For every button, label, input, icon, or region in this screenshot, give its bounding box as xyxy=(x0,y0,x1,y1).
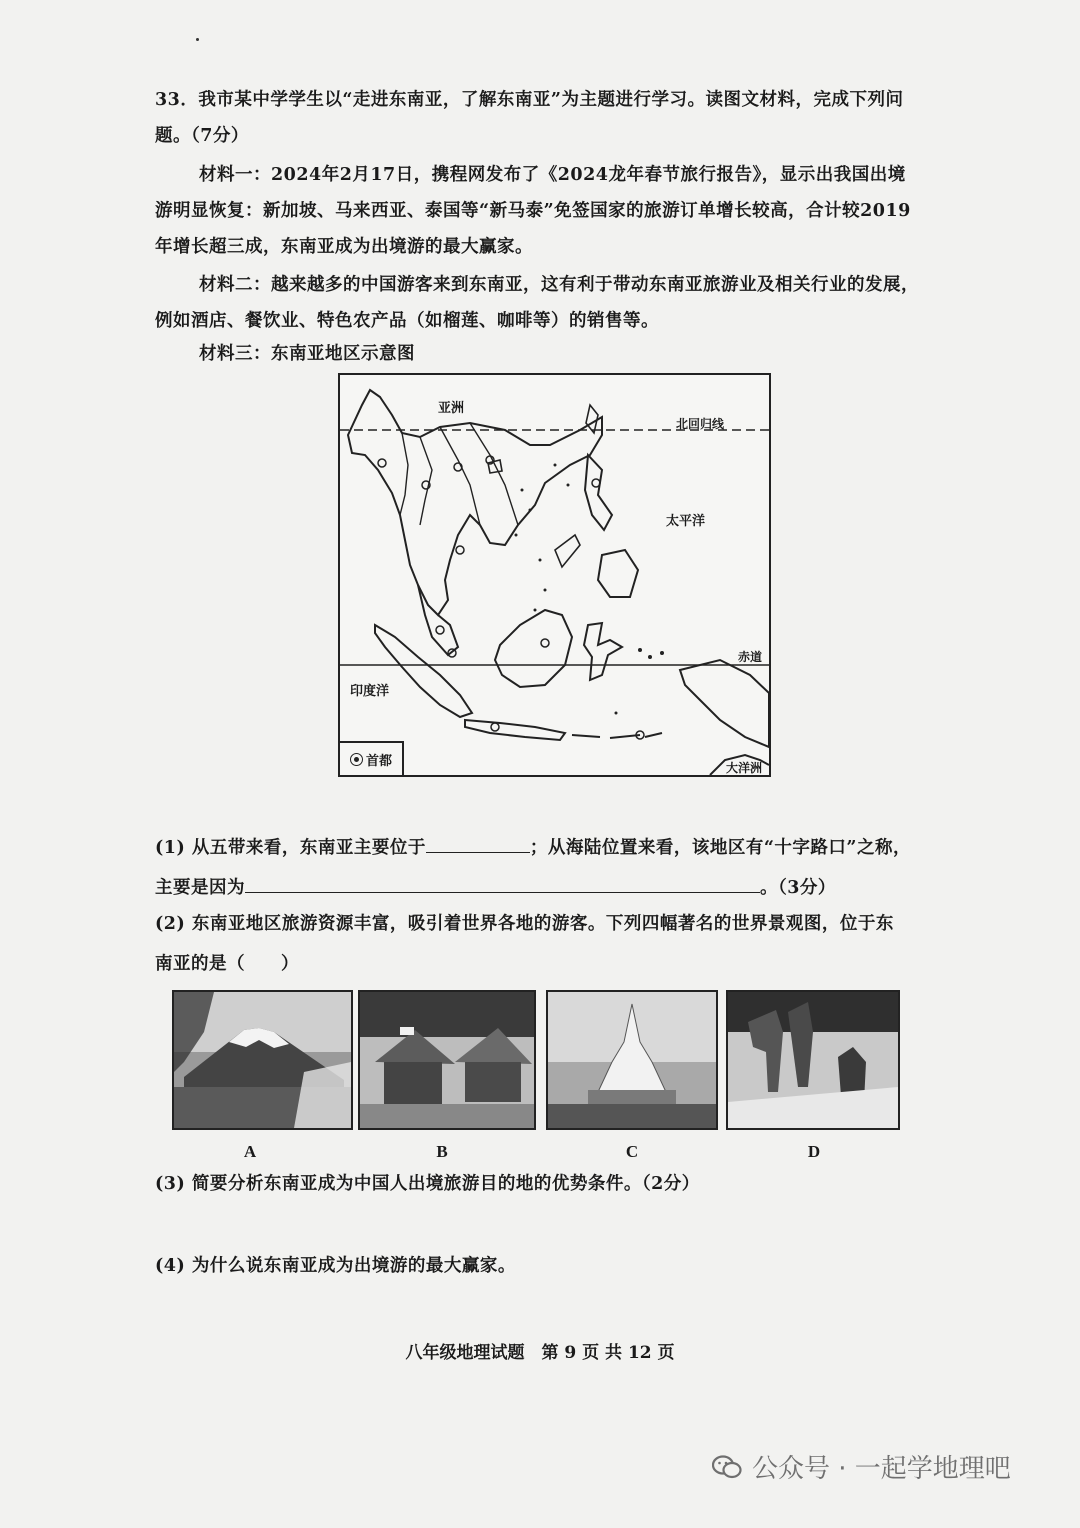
option-label-d: D xyxy=(807,1142,821,1161)
photo-option-d-camels[interactable] xyxy=(726,990,900,1130)
q3-text: (3) 简要分析东南亚成为中国人出境旅游目的地的优势条件。（2分） xyxy=(155,1174,700,1194)
photo-option-b-huts[interactable] xyxy=(358,990,536,1130)
question-stem xyxy=(155,82,935,154)
question-stem-line1: 33．我市某中学学生以“走进东南亚，了解东南亚”为主题进行学习。读图文材料，完成下列问 xyxy=(155,90,904,110)
sub-question-1 xyxy=(155,828,935,908)
sub-question-4 xyxy=(155,1248,935,1284)
sub-question-2 xyxy=(155,904,935,984)
q4-text: (4) 为什么说东南亚成为出境游的最大赢家。 xyxy=(155,1256,516,1276)
photo-option-c-pagoda[interactable] xyxy=(546,990,718,1130)
option-label-a: A xyxy=(243,1142,257,1161)
taiwan-outline xyxy=(586,405,598,433)
southeast-asia-map xyxy=(338,373,771,777)
question-stem-line2: 题。（7分） xyxy=(155,126,249,146)
palawan-outline xyxy=(555,535,580,567)
map-drawing xyxy=(340,375,769,775)
material-1-line1: 材料一：2024年2月17日，携程网发布了《2024龙年春节旅行报告》，显示出我国出境 xyxy=(199,165,906,185)
q2-line2: 南亚的是（ ） xyxy=(155,954,299,974)
option-label-c: C xyxy=(625,1142,639,1161)
java-outline xyxy=(465,720,565,740)
material-3 xyxy=(155,336,935,372)
q1-text-4: 。（3分） xyxy=(760,878,836,898)
sub-question-3 xyxy=(155,1166,935,1202)
q2-line1: (2) 东南亚地区旅游资源丰富，吸引着世界各地的游客。下列四幅著名的世界景观图，位于东 xyxy=(155,914,894,934)
sulawesi-outline xyxy=(584,623,622,680)
material-2-line2: 例如酒店、餐饮业、特色农产品（如榴莲、咖啡等）的销售等。 xyxy=(155,311,659,331)
capital-symbol-icon xyxy=(350,753,363,766)
option-label-b: B xyxy=(436,1142,448,1161)
wechat-icon xyxy=(712,1454,742,1480)
material-2-line1: 材料二：越来越多的中国游客来到东南亚，这有利于带动东南亚旅游业及相关行业的发展， xyxy=(199,275,919,295)
new-guinea-outline xyxy=(680,660,769,747)
q1-answer-blank-2[interactable] xyxy=(245,870,760,893)
watermark-text: 公众号 · 一起学地理吧 xyxy=(752,1454,1011,1484)
label-asia: 亚洲 xyxy=(438,401,465,416)
label-tropic-of-cancer: 北回归线 xyxy=(676,417,725,431)
q1-text-3: 主要是因为 xyxy=(155,878,245,898)
label-oceania: 大洋洲 xyxy=(726,761,763,775)
page-footer: 八年级地理试题 第 9 页 共 12 页 xyxy=(405,1343,675,1363)
q1-text-1: (1) 从五带来看，东南亚主要位于 xyxy=(155,838,426,858)
borneo-outline xyxy=(495,610,572,687)
border-line xyxy=(470,423,518,525)
luzon-outline xyxy=(585,455,612,530)
border-line xyxy=(400,433,408,515)
q1-text-2: ；从海陆位置来看，该地区有“十字路口”之称， xyxy=(529,838,911,858)
sumatra-outline xyxy=(375,625,472,717)
photo-option-a-mount-fuji[interactable] xyxy=(172,990,353,1130)
stray-mark xyxy=(196,38,199,41)
material-1-line3: 年增长超三成，东南亚成为出境游的最大赢家。 xyxy=(155,237,533,257)
material-3-title: 材料三：东南亚地区示意图 xyxy=(199,344,415,364)
label-indian-ocean: 印度洋 xyxy=(350,684,390,699)
q1-answer-blank-1[interactable] xyxy=(426,830,530,853)
legend-capital-label: 首都 xyxy=(365,753,392,769)
material-2 xyxy=(155,267,935,339)
label-pacific-ocean: 太平洋 xyxy=(666,514,706,529)
material-1 xyxy=(155,157,935,265)
border-line xyxy=(440,427,480,525)
watermark xyxy=(712,1448,1011,1485)
material-1-line2: 游明显恢复：新加坡、马来西亚、泰国等“新马泰”免签国家的旅游订单增长较高，合计较2019 xyxy=(155,201,911,221)
mindanao-outline xyxy=(598,550,638,597)
label-equator: 赤道 xyxy=(738,650,763,664)
lesser-sunda xyxy=(572,733,662,738)
map-legend xyxy=(340,741,404,775)
capital-markers xyxy=(378,456,644,739)
